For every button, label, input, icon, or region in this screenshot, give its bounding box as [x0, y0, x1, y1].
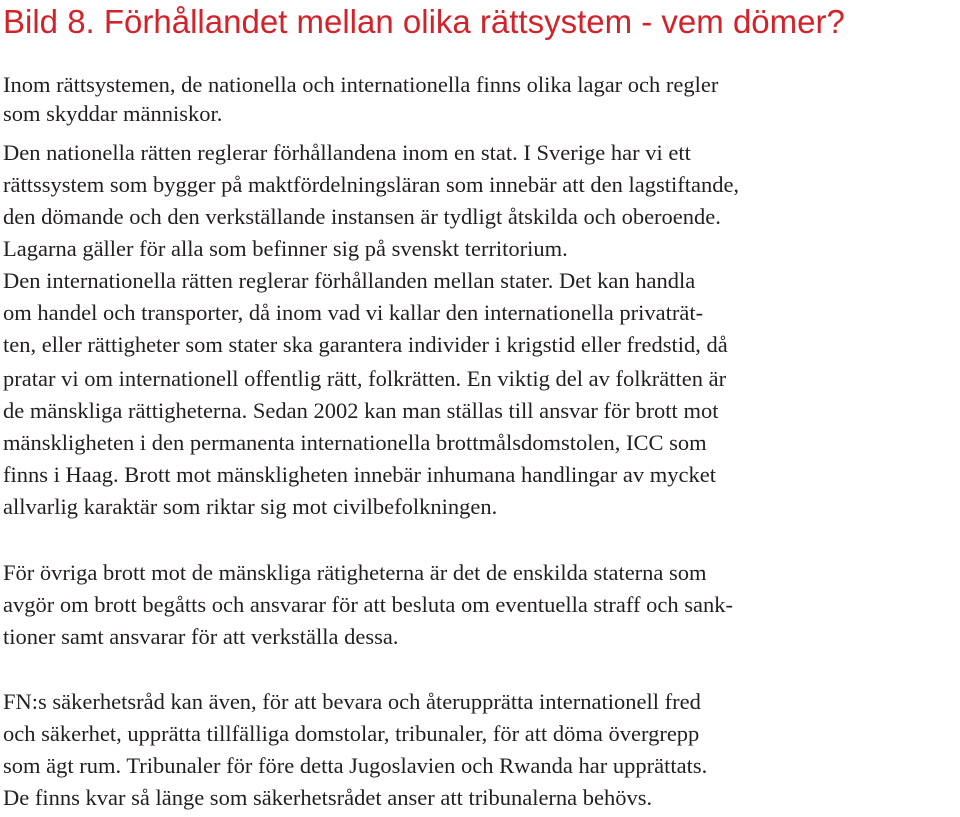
text-line: FN:s säkerhetsråd kan även, för att bevara och återupprätta internationell fred	[3, 689, 701, 714]
text-line: allvarlig karaktär som riktar sig mot civilbefolkningen.	[3, 494, 498, 519]
text-line: ten, eller rättigheter som stater ska garantera individer i krigstid eller fredstid, då	[3, 332, 728, 357]
text-line: Inom rättsystemen, de nationella och internationella finns olika lagar och regler	[3, 72, 719, 97]
text-line: rättssystem som bygger på maktfördelningsläran som innebär att den lagstiftande,	[3, 172, 740, 197]
text-line: om handel och transporter, då inom vad vi kallar den internationella privaträt-	[3, 300, 704, 325]
text-line: Lagarna gäller för alla som befinner sig på svenskt territorium.	[3, 236, 568, 261]
text-line: pratar vi om internationell offentlig rätt, folkrätten. En viktig del av folkrätten är	[3, 366, 727, 391]
text-line: som ägt rum. Tribunaler för före detta Jugoslavien och Rwanda har upprättats.	[3, 753, 708, 778]
text-line: och säkerhet, upprätta tillfälliga domstolar, tribunaler, för att döma övergrepp	[3, 721, 700, 746]
text-line: mänskligheten i den permanenta internationella brottmålsdomstolen, ICC som	[3, 430, 707, 455]
text-line: som skyddar människor.	[3, 101, 223, 126]
text-line: avgör om brott begåtts och ansvarar för att besluta om eventuella straff och sank-	[3, 592, 733, 617]
text-line: För övriga brott mot de mänskliga rätigheterna är det de enskilda staterna som	[3, 560, 707, 585]
text-line: De finns kvar så länge som säkerhetsrådet anser att tribunalerna behövs.	[3, 785, 653, 810]
page-title: Bild 8. Förhållandet mellan olika rättsystem - vem dömer?	[3, 3, 845, 40]
text-line: de mänskliga rättigheterna. Sedan 2002 kan man ställas till ansvar för brott mot	[3, 398, 719, 423]
text-line: tioner samt ansvarar för att verkställa dessa.	[3, 624, 399, 649]
text-line: den dömande och den verkställande instansen är tydligt åtskilda och oberoende.	[3, 204, 721, 229]
text-line: finns i Haag. Brott mot mänskligheten innebär inhumana handlingar av mycket	[3, 462, 716, 487]
text-line: Den nationella rätten reglerar förhållandena inom en stat. I Sverige har vi ett	[3, 140, 691, 165]
text-line: Den internationella rätten reglerar förhållanden mellan stater. Det kan handla	[3, 268, 696, 293]
